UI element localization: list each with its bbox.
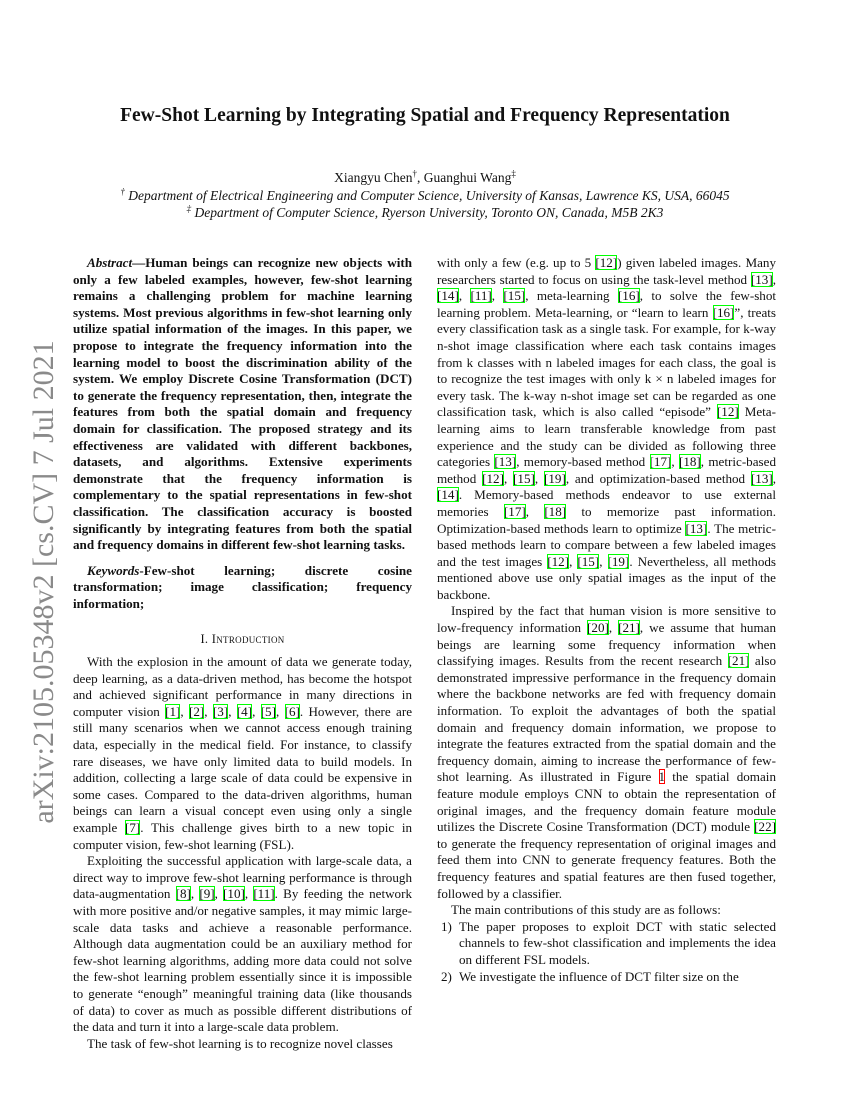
figure-link[interactable]: 1 [658, 769, 666, 785]
citation-link[interactable]: [14] [437, 288, 459, 304]
paragraph: With the explosion in the amount of data we generate today, deep learning, as a data-driven method, has become the hotspot and achieved significant performance in many directions in computer vision [1], [2], [3], [4], [5], [6]. However, there are still many scenarios when we cannot access enough training data, especially in the medical field. For instance, to classify rare diseases, we have only limited data to build models. In addition, collecting a large scale of data could be expensive in some cases. Compared to the data-driven algorithms, human beings can learn a visual concept even using only a single example [7]. This challenge gives birth to a new topic in computer vision, few-shot learning (FSL). [73, 654, 413, 852]
citation-link[interactable]: [14] [437, 487, 459, 503]
list-number: 1) [441, 918, 452, 934]
citation-link[interactable]: [13] [750, 271, 773, 287]
citation-link[interactable]: [2] [189, 703, 205, 719]
affiliation-text: Department of Computer Science, Ryerson University, Toronto ON, Canada, M5B 2K3 [191, 205, 664, 220]
citation-link[interactable]: [5] [260, 703, 276, 719]
authors [0, 170, 850, 186]
citation-link[interactable]: [16] [617, 288, 640, 304]
affiliation-mark: ‡ [511, 168, 516, 179]
abstract-label: Abstract [87, 255, 133, 270]
list-text: The paper proposes to exploit DCT with static selected channels to few-shot classification and implements the idea on different FSL models. [459, 918, 776, 967]
citation-link[interactable]: [12] [595, 255, 618, 270]
affiliation [0, 205, 850, 221]
left-column [73, 255, 412, 1052]
affiliation [0, 188, 850, 204]
affiliation-text: Department of Electrical Engineering and Computer Science, University of Kansas, Lawrence KS, USA, 66045 [124, 188, 730, 203]
citation-link[interactable]: [11] [253, 886, 275, 902]
citation-link[interactable]: [19] [543, 470, 566, 486]
paragraph: Exploiting the successful application with large-scale data, a direct way to improve few-shot learning performance is through data-augmentation [8], [9], [10], [11]. By feeding the network with more positive and/or negative samples, it may mimic large-scale data tasks and achieve a reasonable performance. Although data augmentation could be an auxiliary method for few-shot learning algorithms, adding more data could not solve the few-shot learning problem essentially since it is impossible to generate “enough” meaningful training data (like thousands of data) to cover as much as possible different distributions of the data and turn it into a large-scale data problem. [73, 853, 413, 1035]
citation-link[interactable]: [21] [618, 620, 640, 636]
abstract [73, 255, 412, 554]
citation-link[interactable]: [9] [199, 886, 215, 902]
section-title: Introduction [211, 632, 285, 647]
paragraph: with only a few (e.g. up to 5 [12]) given labeled images. Many researchers started to focus on using the task-level method [13], [14], [11], [15], meta-learning [16], to solve the few-shot learning problem. Meta-learning, or “learn to learn [16]”, treats every classification task as a single task. For example, for k-way n-shot image classification where each task contains images from k classes with n labeled images for each class, the goal is to recognize the test images with only k × n labeled images for every task. The k-way n-shot image set can be regarded as one classification task, which is also called “episode” [12] Meta-learning aims to learn transferable knowledge from past experience and the study can be divided as following three categories [13], memory-based method [17], [18], metric-based method [12], [15], [19], and optimization-based method [13], [14]. Memory-based methods endeavor to use external memories [17], [18] to memorize past information. Optimization-based methods learn to optimize [13]. The metric-based methods learn to compare between a few labeled images and the test images [12], [15], [19]. Nevertheless, all methods mentioned above use only spatial images as the input of the backbone. [437, 255, 777, 602]
paper-title: Few-Shot Learning by Integrating Spatial and Frequency Representation [120, 105, 730, 126]
citation-link[interactable]: [4] [236, 703, 253, 719]
citation-link[interactable]: [1] [165, 703, 181, 719]
keywords-label: Keywords [87, 562, 140, 578]
citation-link[interactable]: [22] [754, 819, 776, 835]
list-number: 2) [441, 968, 452, 984]
citation-link[interactable]: [7] [125, 820, 141, 835]
citation-link[interactable]: [12] [482, 470, 504, 486]
citation-link[interactable]: [19] [607, 553, 630, 569]
citation-link[interactable]: [12] [716, 404, 739, 420]
citation-link[interactable]: [8] [175, 886, 191, 902]
citation-link[interactable]: [11] [470, 288, 492, 304]
keywords [73, 563, 412, 613]
citation-link[interactable]: [3] [212, 703, 229, 719]
citation-link[interactable]: [12] [547, 553, 570, 569]
citation-link[interactable]: [13] [685, 520, 708, 536]
citation-link[interactable]: [15] [577, 553, 600, 569]
citation-link[interactable]: [18] [678, 454, 701, 470]
right-column [437, 255, 776, 985]
citation-link[interactable]: [13] [750, 470, 773, 486]
citation-link[interactable]: [18] [544, 503, 567, 519]
section-heading [73, 631, 412, 648]
citation-link[interactable]: [13] [494, 454, 517, 470]
author-name: Guanghui Wang [423, 170, 512, 185]
citation-link[interactable]: [17] [649, 454, 672, 470]
citation-link[interactable]: [10] [223, 886, 245, 902]
citation-link[interactable]: [20] [587, 620, 609, 636]
abstract-text: —Human beings can recognize new objects with only a few labeled examples, however, few-shot learning remains a challenging problem for machine learning systems. Most previous algorithms in few-shot learning only utilize spatial information of the images. In this paper, we propose to integrate the frequency information into the learning model to boost the discrimination ability of the system. We employ Discrete Cosine Transformation (DCT) to generate the frequency representation, then, integrate the features from both the spatial domain and frequency domain for classification. The proposed strategy and its effectiveness are validated with different backbones, datasets, and algorithms. Extensive experiments demonstrate that the frequency information is complementary to the spatial representations in few-shot classification. The classification accuracy is boosted significantly by integrating features from both the spatial and frequency domains in different few-shot learning tasks. [73, 255, 412, 553]
paragraph: Inspired by the fact that human vision is more sensitive to low-frequency information [20], [21], we assume that human beings are learning some frequency information when classifying images. Results from the recent research [21] also demonstrated impressive performance in the frequency domain where the backbone networks are fed with frequency domain information. To exploit the advantages of both the spatial domain and frequency domain information, we propose to integrate the features extracted from the spatial domain and the frequency domain, aiming to increase the performance of few-shot learning. As illustrated in Figure 1 the spatial domain feature module employs CNN to obtain the representation of original images, and the frequency domain feature module utilizes the Discrete Cosine Transformation (DCT) module [22] to generate the frequency representation of original images and feed them into CNN to generate frequency features. Both the frequency features and spatial features are then fused together, followed by a classifier. [437, 603, 777, 901]
citation-link[interactable]: [15] [513, 470, 535, 486]
affiliation-mark: ‡ [186, 203, 192, 214]
affiliation-mark: † [120, 186, 125, 197]
paragraph: The main contributions of this study are as follows: [451, 902, 721, 918]
paragraph: The task of few-shot learning is to recognize novel classes [87, 1035, 393, 1051]
section-number: I. [200, 632, 212, 647]
citation-link[interactable]: [6] [284, 703, 300, 719]
list-item [437, 919, 776, 969]
citation-link[interactable]: [17] [503, 503, 526, 519]
citation-link[interactable]: [15] [503, 288, 526, 304]
author-name: Xiangyu Chen [334, 170, 413, 185]
citation-link[interactable]: [21] [727, 653, 750, 669]
list-item [437, 969, 776, 986]
affiliation-mark: † [412, 168, 418, 179]
arxiv-watermark: arXiv:2105.05348v2 [cs.CV] 7 Jul 2021 [27, 340, 60, 824]
citation-link[interactable]: [16] [712, 304, 735, 320]
author-separator: , [417, 170, 424, 185]
keywords-text: -Few-shot learning; discrete cosine transformation; image classification; frequency information; [73, 562, 412, 611]
list-text: We investigate the influence of DCT filter size on the [459, 968, 739, 984]
